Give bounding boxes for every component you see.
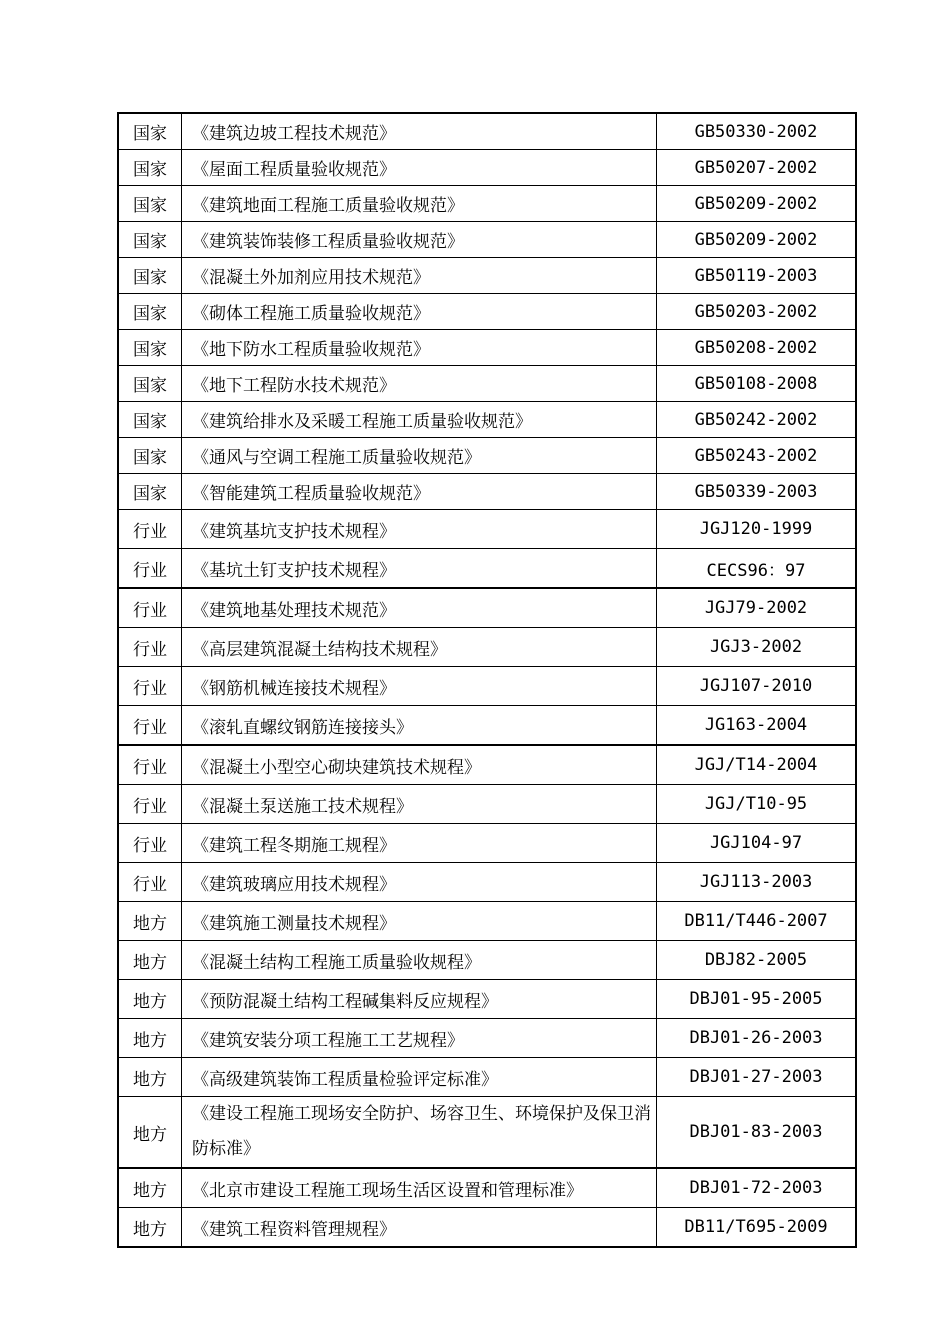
level-cell: 地方 (118, 941, 182, 980)
standard-code-cell: DBJ01-83-2003 (657, 1097, 857, 1169)
standard-name-cell: 《基坑土钉支护技术规程》 (182, 549, 657, 589)
table-row (118, 941, 856, 980)
level-cell: 地方 (118, 902, 182, 941)
standard-code-cell: DB11/T446-2007 (657, 902, 857, 941)
level-cell: 国家 (118, 294, 182, 330)
table-row (118, 1058, 856, 1097)
standard-name-cell: 《智能建筑工程质量验收规范》 (182, 474, 657, 510)
table-row (118, 186, 856, 222)
table-row (118, 549, 856, 589)
table-row (118, 588, 856, 628)
standard-code-cell: JGJ120-1999 (657, 510, 857, 549)
standard-name-cell: 《预防混凝土结构工程碱集料反应规程》 (182, 980, 657, 1019)
level-cell: 国家 (118, 150, 182, 186)
standard-code-cell: JGJ/T10-95 (657, 785, 857, 824)
standard-name-cell: 《地下工程防水技术规范》 (182, 366, 657, 402)
table-row (118, 824, 856, 863)
level-cell: 国家 (118, 222, 182, 258)
standard-code-cell: GB50330-2002 (657, 113, 857, 150)
standard-code-cell: JGJ107-2010 (657, 667, 857, 706)
standard-code-cell: DBJ82-2005 (657, 941, 857, 980)
standard-code-cell: JGJ/T14-2004 (657, 745, 857, 785)
table-row (118, 1168, 856, 1208)
level-cell: 国家 (118, 366, 182, 402)
standard-name-cell: 《建筑施工测量技术规程》 (182, 902, 657, 941)
standard-name-cell: 《高级建筑装饰工程质量检验评定标准》 (182, 1058, 657, 1097)
level-cell: 行业 (118, 824, 182, 863)
standard-code-cell: DBJ01-27-2003 (657, 1058, 857, 1097)
standard-name-cell: 《混凝土外加剂应用技术规范》 (182, 258, 657, 294)
standard-code-cell: GB50209-2002 (657, 186, 857, 222)
table-row (118, 510, 856, 549)
standard-code-cell: GB50207-2002 (657, 150, 857, 186)
standard-code-cell: GB50209-2002 (657, 222, 857, 258)
level-cell: 国家 (118, 438, 182, 474)
level-cell: 行业 (118, 549, 182, 589)
standard-name-cell: 《建筑给排水及采暖工程施工质量验收规范》 (182, 402, 657, 438)
table-row (118, 863, 856, 902)
standard-code-cell: DBJ01-72-2003 (657, 1168, 857, 1208)
level-cell: 行业 (118, 588, 182, 628)
standards-table-body (118, 113, 856, 1247)
level-cell: 地方 (118, 980, 182, 1019)
standard-name-cell: 《混凝土小型空心砌块建筑技术规程》 (182, 745, 657, 785)
standard-name-cell: 《建筑玻璃应用技术规程》 (182, 863, 657, 902)
standard-name-cell: 《钢筋机械连接技术规程》 (182, 667, 657, 706)
table-row (118, 902, 856, 941)
level-cell: 地方 (118, 1208, 182, 1248)
level-cell: 行业 (118, 706, 182, 746)
standard-code-cell: CECS96：97 (657, 549, 857, 589)
standard-name-cell: 《滚轧直螺纹钢筋连接接头》 (182, 706, 657, 746)
table-row (118, 113, 856, 150)
standard-name-cell: 《混凝土结构工程施工质量验收规程》 (182, 941, 657, 980)
standard-code-cell: JGJ104-97 (657, 824, 857, 863)
level-cell: 国家 (118, 330, 182, 366)
level-cell: 国家 (118, 474, 182, 510)
standard-name-cell: 《屋面工程质量验收规范》 (182, 150, 657, 186)
level-cell: 行业 (118, 863, 182, 902)
table-row (118, 980, 856, 1019)
standard-name-cell: 《建筑基坑支护技术规程》 (182, 510, 657, 549)
level-cell: 国家 (118, 402, 182, 438)
standard-name-cell: 《北京市建设工程施工现场生活区设置和管理标准》 (182, 1168, 657, 1208)
standard-code-cell: DB11/T695-2009 (657, 1208, 857, 1248)
table-row (118, 222, 856, 258)
standard-code-cell: GB50208-2002 (657, 330, 857, 366)
level-cell: 行业 (118, 628, 182, 667)
table-row (118, 706, 856, 746)
standard-name-cell: 《混凝土泵送施工技术规程》 (182, 785, 657, 824)
table-row (118, 628, 856, 667)
table-row (118, 366, 856, 402)
standard-code-cell: JGJ79-2002 (657, 588, 857, 628)
level-cell: 地方 (118, 1097, 182, 1169)
standard-code-cell: JG163-2004 (657, 706, 857, 746)
level-cell: 地方 (118, 1058, 182, 1097)
standard-name-cell: 《砌体工程施工质量验收规范》 (182, 294, 657, 330)
standard-name-cell: 《建设工程施工现场安全防护、场容卫生、环境保护及保卫消防标准》 (182, 1097, 657, 1169)
standard-name-cell: 《建筑边坡工程技术规范》 (182, 113, 657, 150)
standards-table (117, 112, 857, 1248)
standard-name-cell: 《建筑工程资料管理规程》 (182, 1208, 657, 1248)
table-row (118, 150, 856, 186)
table-row (118, 402, 856, 438)
standard-name-cell: 《建筑安装分项工程施工工艺规程》 (182, 1019, 657, 1058)
standard-code-cell: GB50243-2002 (657, 438, 857, 474)
standard-name-cell: 《高层建筑混凝土结构技术规程》 (182, 628, 657, 667)
level-cell: 国家 (118, 258, 182, 294)
table-row (118, 745, 856, 785)
table-row (118, 330, 856, 366)
standard-name-cell: 《建筑地面工程施工质量验收规范》 (182, 186, 657, 222)
standard-name-cell: 《地下防水工程质量验收规范》 (182, 330, 657, 366)
table-row (118, 1208, 856, 1248)
level-cell: 地方 (118, 1168, 182, 1208)
level-cell: 行业 (118, 785, 182, 824)
standard-name-cell: 《通风与空调工程施工质量验收规范》 (182, 438, 657, 474)
standard-code-cell: GB50119-2003 (657, 258, 857, 294)
level-cell: 行业 (118, 745, 182, 785)
standard-code-cell: GB50108-2008 (657, 366, 857, 402)
standard-name-cell: 《建筑地基处理技术规范》 (182, 588, 657, 628)
level-cell: 地方 (118, 1019, 182, 1058)
level-cell: 国家 (118, 186, 182, 222)
standard-name-cell: 《建筑装饰装修工程质量验收规范》 (182, 222, 657, 258)
level-cell: 行业 (118, 667, 182, 706)
table-row (118, 1097, 856, 1169)
table-row (118, 785, 856, 824)
table-row (118, 1019, 856, 1058)
standard-code-cell: GB50203-2002 (657, 294, 857, 330)
table-row (118, 438, 856, 474)
standard-name-cell: 《建筑工程冬期施工规程》 (182, 824, 657, 863)
standard-code-cell: GB50339-2003 (657, 474, 857, 510)
standard-code-cell: DBJ01-95-2005 (657, 980, 857, 1019)
standard-code-cell: GB50242-2002 (657, 402, 857, 438)
table-row (118, 474, 856, 510)
standard-code-cell: JGJ3-2002 (657, 628, 857, 667)
level-cell: 行业 (118, 510, 182, 549)
table-row (118, 294, 856, 330)
standard-code-cell: JGJ113-2003 (657, 863, 857, 902)
level-cell: 国家 (118, 113, 182, 150)
table-row (118, 258, 856, 294)
standard-code-cell: DBJ01-26-2003 (657, 1019, 857, 1058)
table-row (118, 667, 856, 706)
